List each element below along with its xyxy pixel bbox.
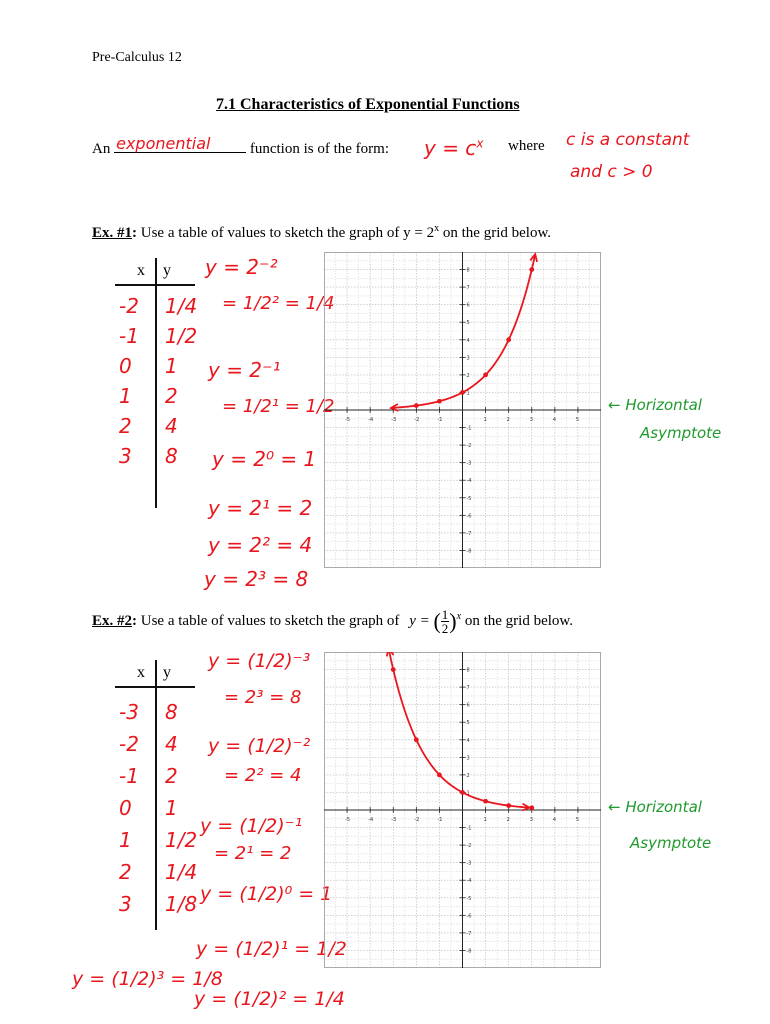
ex2-graph-y-tick-label: 5: [466, 720, 470, 727]
ex2-row-1-x: -2: [119, 732, 139, 756]
ex1-graph-x-tick-label: -3: [391, 417, 397, 423]
ex1-header-y: y: [163, 262, 171, 279]
ex2-graph-x-tick-label: 4: [552, 817, 557, 823]
ex1-row-2-x: 0: [119, 354, 132, 378]
ex1-row-4-x: 2: [119, 414, 132, 438]
definition-where: where: [508, 138, 545, 154]
ex1-graph-x-tick-label: -4: [368, 417, 374, 423]
ex1-graph-y-tick-label: -4: [466, 478, 472, 485]
ex1-graph-y-tick-label: -6: [466, 513, 472, 520]
ex2-row-6-y: 1/8: [165, 892, 198, 916]
ex1-graph: [324, 252, 601, 568]
ex2-graph-point: [391, 667, 396, 672]
ex2-work-6: y = (1/2)⁰ = 1: [200, 883, 333, 905]
ex1-graph-y-tick-label: 1: [466, 390, 470, 397]
ex1-graph-x-tick-label: 1: [483, 417, 487, 423]
ex2-graph-y-tick-label: 4: [466, 737, 470, 744]
ex2-graph-x-tick-label: 1: [483, 817, 487, 823]
ex2-graph-curve: [389, 652, 530, 808]
ex1-graph-y-tick-label: -8: [466, 548, 472, 555]
ex1-graph-x-tick-label: 2: [506, 417, 510, 423]
ex1-graph-x-tick-label: 3: [529, 417, 533, 423]
ex2-graph-y-tick-label: 2: [466, 772, 470, 779]
ex2-graph-y-tick-label: -8: [466, 948, 472, 955]
definition-condition-2: and c > 0: [570, 162, 653, 182]
ex1-graph-y-tick-label: 6: [466, 302, 470, 309]
ex1-graph-point: [437, 399, 442, 404]
ex1-row-1-y: 1/2: [165, 324, 198, 348]
ex1-row-1-x: -1: [119, 324, 139, 348]
ex2-row-5-x: 2: [119, 860, 132, 884]
ex1-work-6: y = 2² = 4: [208, 533, 313, 557]
ex1-row-5-x: 3: [119, 444, 132, 468]
ex2-graph-point: [483, 799, 488, 804]
ex2-graph-x-tick-label: 2: [506, 817, 510, 823]
ex2-graph-y-tick-label: -7: [466, 930, 472, 937]
ex1-graph-point: [483, 372, 488, 377]
ex2-row-5-y: 1/4: [165, 860, 198, 884]
ex1-work-0: y = 2⁻²: [205, 255, 278, 279]
ex2-graph-x-tick-label: -3: [391, 817, 397, 823]
ex2-graph-x-tick-label: -4: [368, 817, 374, 823]
ex2-graph-y-tick-label: -5: [466, 895, 472, 902]
ex2-graph-point: [460, 790, 465, 795]
ex2-row-6-x: 3: [119, 892, 132, 916]
ex2-graph-x-tick-label: -5: [345, 817, 351, 823]
ex2-work-3: = 2² = 4: [224, 765, 302, 786]
ex2-graph-point: [414, 737, 419, 742]
ex1-work-2: y = 2⁻¹: [208, 358, 281, 382]
ex1-annotation-1: ← Horizontal: [608, 396, 702, 414]
ex1-graph-x-tick-label: -1: [437, 417, 443, 423]
definition-middle: function is of the form:: [249, 141, 389, 157]
ex1-graph-point: [460, 390, 465, 395]
ex1-annotation-2: Asymptote: [640, 424, 722, 442]
ex1-graph-y-tick-label: 8: [466, 267, 470, 274]
definition-prefix: An: [92, 141, 111, 157]
ex2-graph-y-tick-label: 8: [466, 667, 470, 674]
ex1-work-3: = 1/2¹ = 1/2: [222, 396, 335, 417]
definition-blank: [114, 134, 246, 153]
page-title: 7.1 Characteristics of Exponential Functions: [216, 96, 520, 113]
ex2-row-0-x: -3: [119, 700, 139, 724]
ex1-work-4: y = 2⁰ = 1: [212, 447, 317, 471]
ex2-graph-x-tick-label: -1: [437, 817, 443, 823]
ex1-row-4-y: 4: [165, 414, 178, 438]
ex1-row-2-y: 1: [165, 354, 178, 378]
ex2-prompt: Ex. #2: Use a table of values to sketch the graph of y = ( $\frac{1}{2}$ )$^x$ on the grid below.: [92, 607, 573, 636]
ex2-work-9: y = (1/2)³ = 1/8: [72, 968, 223, 990]
ex2-graph-y-tick-label: -3: [466, 860, 472, 867]
ex1-graph-point: [529, 267, 534, 272]
ex2-annotation-1: ← Horizontal: [608, 798, 702, 816]
ex2-row-3-x: 0: [119, 796, 132, 820]
ex2-work-1: = 2³ = 8: [224, 687, 302, 708]
ex2-graph-x-tick-label: -2: [414, 817, 420, 823]
ex1-graph-x-tick-label: 5: [575, 417, 580, 423]
definition-line: [92, 134, 389, 158]
ex2-row-1-y: 4: [165, 732, 178, 756]
ex1-header-x: x: [137, 262, 145, 279]
ex1-graph-y-tick-label: -3: [466, 460, 472, 467]
ex1-prompt: Ex. #1: Use a table of values to sketch the graph of $y = 2^x$ on the grid below.: [92, 223, 552, 241]
ex1-graph-point: [506, 337, 511, 342]
ex1-graph-x-tick-label: 4: [552, 417, 557, 423]
ex2-graph-y-tick-label: -1: [466, 825, 472, 832]
ex2-row-4-x: 1: [119, 828, 132, 852]
ex1-graph-point: [414, 403, 419, 408]
ex1-graph-x-tick-label: -5: [345, 417, 351, 423]
ex2-row-2-y: 2: [165, 764, 178, 788]
ex2-work-4: y = (1/2)⁻¹: [200, 815, 303, 837]
ex2-table: [95, 660, 205, 935]
ex1-graph-y-tick-label: -5: [466, 495, 472, 502]
ex1-graph-y-tick-label: 3: [466, 355, 470, 362]
ex2-graph-y-tick-label: 1: [466, 790, 470, 797]
ex2-header-y: y: [163, 664, 171, 681]
ex2-annotation-2: Asymptote: [630, 834, 712, 852]
ex1-graph-y-tick-label: 4: [466, 337, 470, 344]
ex2-row-0-y: 8: [165, 700, 178, 724]
ex2-graph-y-tick-label: 3: [466, 755, 470, 762]
ex2-graph-x-tick-label: 5: [575, 817, 580, 823]
ex1-graph-x-tick-label: -2: [414, 417, 420, 423]
ex1-table: [95, 258, 205, 513]
ex1-graph-y-tick-label: -2: [466, 443, 472, 450]
ex2-row-3-y: 1: [165, 796, 178, 820]
ex1-work-5: y = 2¹ = 2: [208, 496, 313, 520]
course-header: Pre-Calculus 12: [92, 50, 182, 65]
ex2-work-0: y = (1/2)⁻³: [208, 650, 311, 672]
ex2-work-7: y = (1/2)¹ = 1/2: [196, 938, 347, 960]
ex2-row-2-x: -1: [119, 764, 139, 788]
ex2-work-8: y = (1/2)² = 1/4: [194, 988, 345, 1010]
ex2-graph-point: [437, 772, 442, 777]
ex2-row-4-y: 1/2: [165, 828, 198, 852]
ex2-graph: [324, 652, 601, 968]
ex2-header-x: x: [137, 664, 145, 681]
ex1-row-3-y: 2: [165, 384, 178, 408]
ex2-graph-point: [529, 805, 534, 810]
ex2-graph-point: [506, 803, 511, 808]
ex1-row-3-x: 1: [119, 384, 132, 408]
ex1-row-0-y: 1/4: [165, 294, 198, 318]
ex1-graph-y-tick-label: 2: [466, 372, 470, 379]
ex1-row-0-x: -2: [119, 294, 139, 318]
definition-form: $y = c^x$: [424, 136, 484, 160]
ex1-row-5-y: 8: [165, 444, 178, 468]
ex2-graph-y-tick-label: 7: [466, 685, 470, 692]
ex2-graph-y-tick-label: -6: [466, 913, 472, 920]
ex2-graph-y-tick-label: 6: [466, 702, 470, 709]
ex1-graph-y-tick-label: 7: [466, 285, 470, 292]
ex2-graph-y-tick-label: -4: [466, 878, 472, 885]
ex2-work-2: y = (1/2)⁻²: [208, 735, 311, 757]
ex2-graph-y-tick-label: -2: [466, 843, 472, 850]
ex1-graph-y-tick-label: -7: [466, 530, 472, 537]
definition-blank-answer: exponential: [116, 134, 211, 153]
ex1-work-1: = 1/2² = 1/4: [222, 293, 335, 314]
ex2-work-5: = 2¹ = 2: [214, 843, 292, 864]
definition-condition-1: c is a constant: [566, 130, 690, 150]
ex1-graph-y-tick-label: -1: [466, 425, 472, 432]
ex2-graph-x-tick-label: 3: [529, 817, 533, 823]
ex1-graph-y-tick-label: 5: [466, 320, 470, 327]
ex1-work-7: y = 2³ = 8: [204, 567, 309, 591]
